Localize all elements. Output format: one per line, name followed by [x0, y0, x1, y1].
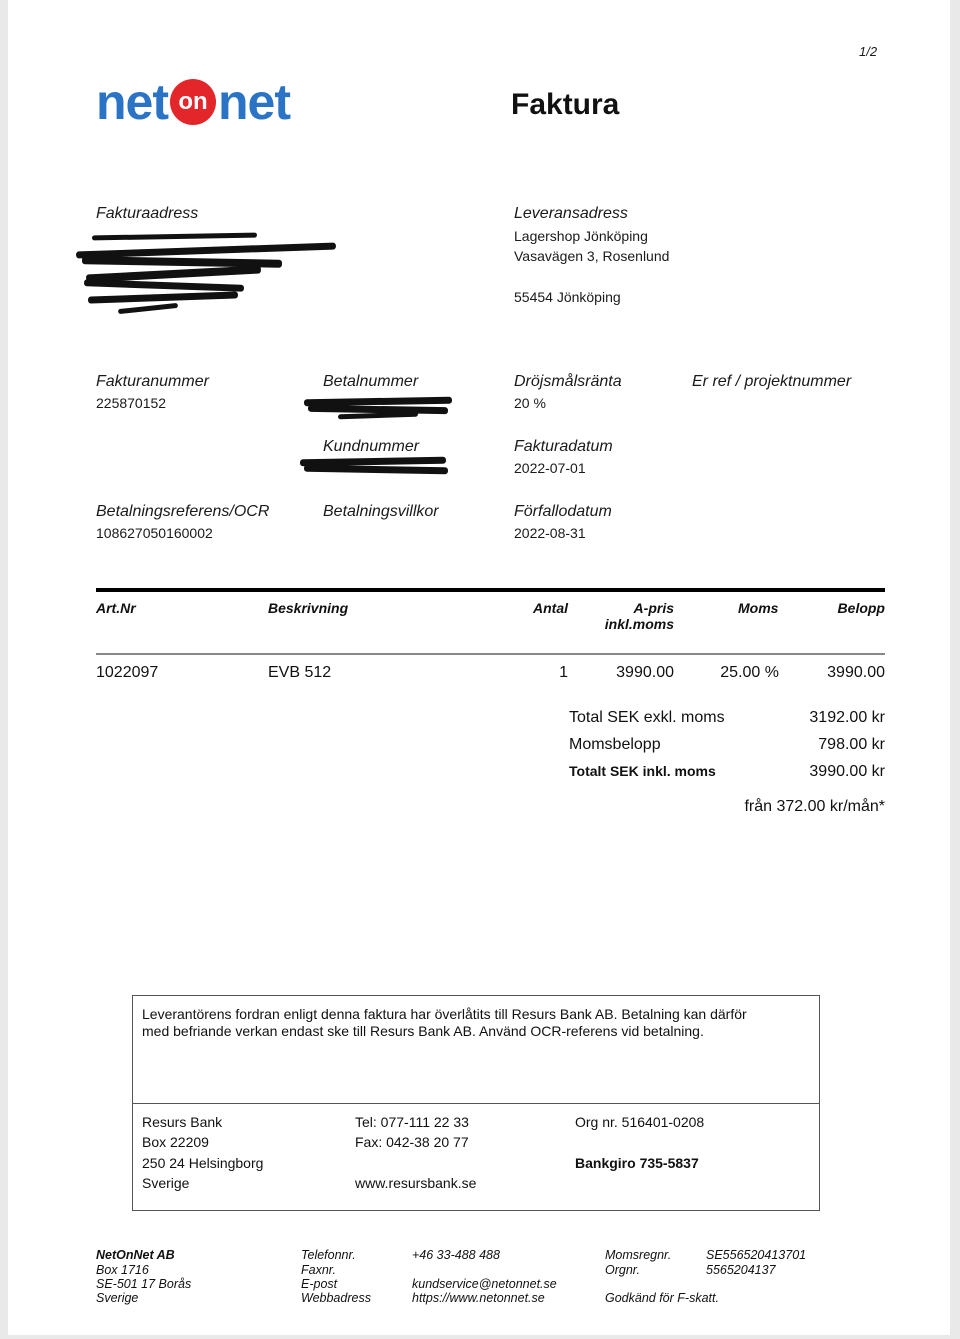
row-apris: 3990.00: [616, 664, 674, 681]
logo-text-left: net: [96, 74, 168, 130]
invoice-address-label: Fakturaadress: [96, 205, 199, 222]
bank-name: Resurs Bank: [142, 1114, 223, 1130]
footer-web: https://www.netonnet.se: [412, 1291, 545, 1305]
betalningsvillkor-label: Betalningsvillkor: [323, 503, 439, 520]
row-antal: 1: [559, 664, 568, 681]
notice-line-1: Leverantörens fordran enligt denna faktura har överlåtits till Resurs Bank AB. Betalning kan därför: [142, 1006, 747, 1022]
footer-orgnr-label: Orgnr.: [605, 1263, 640, 1277]
page-number: 1/2: [859, 44, 878, 59]
row-artnr: 1022097: [96, 664, 159, 681]
momsbelopp-value: 798.00 kr: [818, 736, 885, 753]
footer-momsreg: SE556520413701: [706, 1248, 807, 1262]
row-beskrivning: EVB 512: [268, 664, 332, 681]
notice-line-2: med befriande verkan endast ske till Resurs Bank AB. Använd OCR-referens vid betalning.: [142, 1023, 704, 1039]
bank-country: Sverige: [142, 1175, 190, 1191]
footer-web-label: Webbadress: [301, 1291, 371, 1305]
er-ref-label: Er ref / projektnummer: [692, 373, 852, 390]
drojsmalsranta-label: Dröjsmålsränta: [514, 373, 622, 390]
delivery-line-1: Lagershop Jönköping: [514, 228, 648, 244]
bank-bankgiro: Bankgiro 735-5837: [575, 1155, 699, 1171]
total-inkl-label: Totalt SEK inkl. moms: [569, 763, 716, 779]
col-moms: Moms: [738, 600, 779, 616]
footer-fax-label: Faxnr.: [301, 1263, 336, 1277]
logo-text-right: net: [218, 74, 290, 130]
footer-city: SE-501 17 Borås: [96, 1277, 192, 1291]
forfallodatum-label: Förfallodatum: [514, 503, 612, 520]
col-apris: [602, 600, 674, 632]
col-belopp: Belopp: [837, 600, 885, 616]
footer-momsreg-label: Momsregnr.: [605, 1248, 672, 1262]
delivery-address-label: Leveransadress: [514, 205, 628, 222]
footer-box: Box 1716: [96, 1263, 149, 1277]
fakturanummer-label: Fakturanummer: [96, 373, 209, 390]
bank-web: www.resursbank.se: [355, 1175, 477, 1191]
footer-tel: +46 33-488 488: [412, 1248, 500, 1262]
fakturadatum-label: Fakturadatum: [514, 438, 613, 455]
footer-fskatt: Godkänd för F-skatt.: [605, 1291, 719, 1305]
logo-on-badge: on: [170, 79, 216, 125]
forfallodatum-value: 2022-08-31: [514, 525, 586, 541]
kundnummer-label: Kundnummer: [323, 438, 420, 455]
bank-fax: Fax: 042-38 20 77: [355, 1134, 469, 1150]
col-beskrivning: Beskrivning: [268, 600, 349, 616]
bank-org: Org nr. 516401-0208: [575, 1114, 705, 1130]
invoice-page: [8, 0, 950, 1335]
footer-email-label: E-post: [301, 1277, 338, 1291]
delivery-line-2: Vasavägen 3, Rosenlund: [514, 248, 670, 264]
document-title: Faktura: [511, 88, 620, 121]
col-apris-line1: A-pris: [633, 600, 674, 616]
bank-city: 250 24 Helsingborg: [142, 1155, 264, 1171]
momsbelopp-label: Momsbelopp: [569, 736, 661, 753]
ocr-value: 108627050160002: [96, 525, 213, 541]
row-moms: 25.00 %: [720, 664, 779, 681]
col-apris-line2: inkl.moms: [604, 616, 674, 632]
total-exkl-label: Total SEK exkl. moms: [569, 709, 725, 726]
betalnummer-label: Betalnummer: [323, 373, 419, 390]
footer-company: NetOnNet AB: [96, 1248, 175, 1262]
total-exkl-value: 3192.00 kr: [809, 709, 885, 726]
resurs-bank-notice: [132, 995, 820, 1211]
table-top-rule: [96, 588, 885, 592]
table-header-rule: [96, 653, 885, 655]
ocr-label: Betalningsreferens/OCR: [96, 503, 270, 520]
footer-tel-label: Telefonnr.: [301, 1248, 356, 1262]
drojsmalsranta-value: 20 %: [514, 395, 546, 411]
row-belopp: 3990.00: [827, 664, 885, 681]
col-artnr: Art.Nr: [96, 600, 136, 616]
fakturadatum-value: 2022-07-01: [514, 460, 586, 476]
notice-divider: [133, 1103, 819, 1104]
bank-box: Box 22209: [142, 1134, 209, 1150]
footer-country: Sverige: [96, 1291, 139, 1305]
delivery-line-3: 55454 Jönköping: [514, 289, 621, 305]
netonnet-logo: [96, 72, 290, 132]
col-antal: Antal: [533, 600, 568, 616]
total-inkl-value: 3990.00 kr: [809, 763, 885, 780]
monthly-price: från 372.00 kr/mån*: [744, 798, 885, 815]
footer-email: kundservice@netonnet.se: [412, 1277, 557, 1291]
footer-orgnr: 5565204137: [706, 1263, 776, 1277]
bank-tel: Tel: 077-111 22 33: [355, 1114, 469, 1130]
fakturanummer-value: 225870152: [96, 395, 167, 411]
